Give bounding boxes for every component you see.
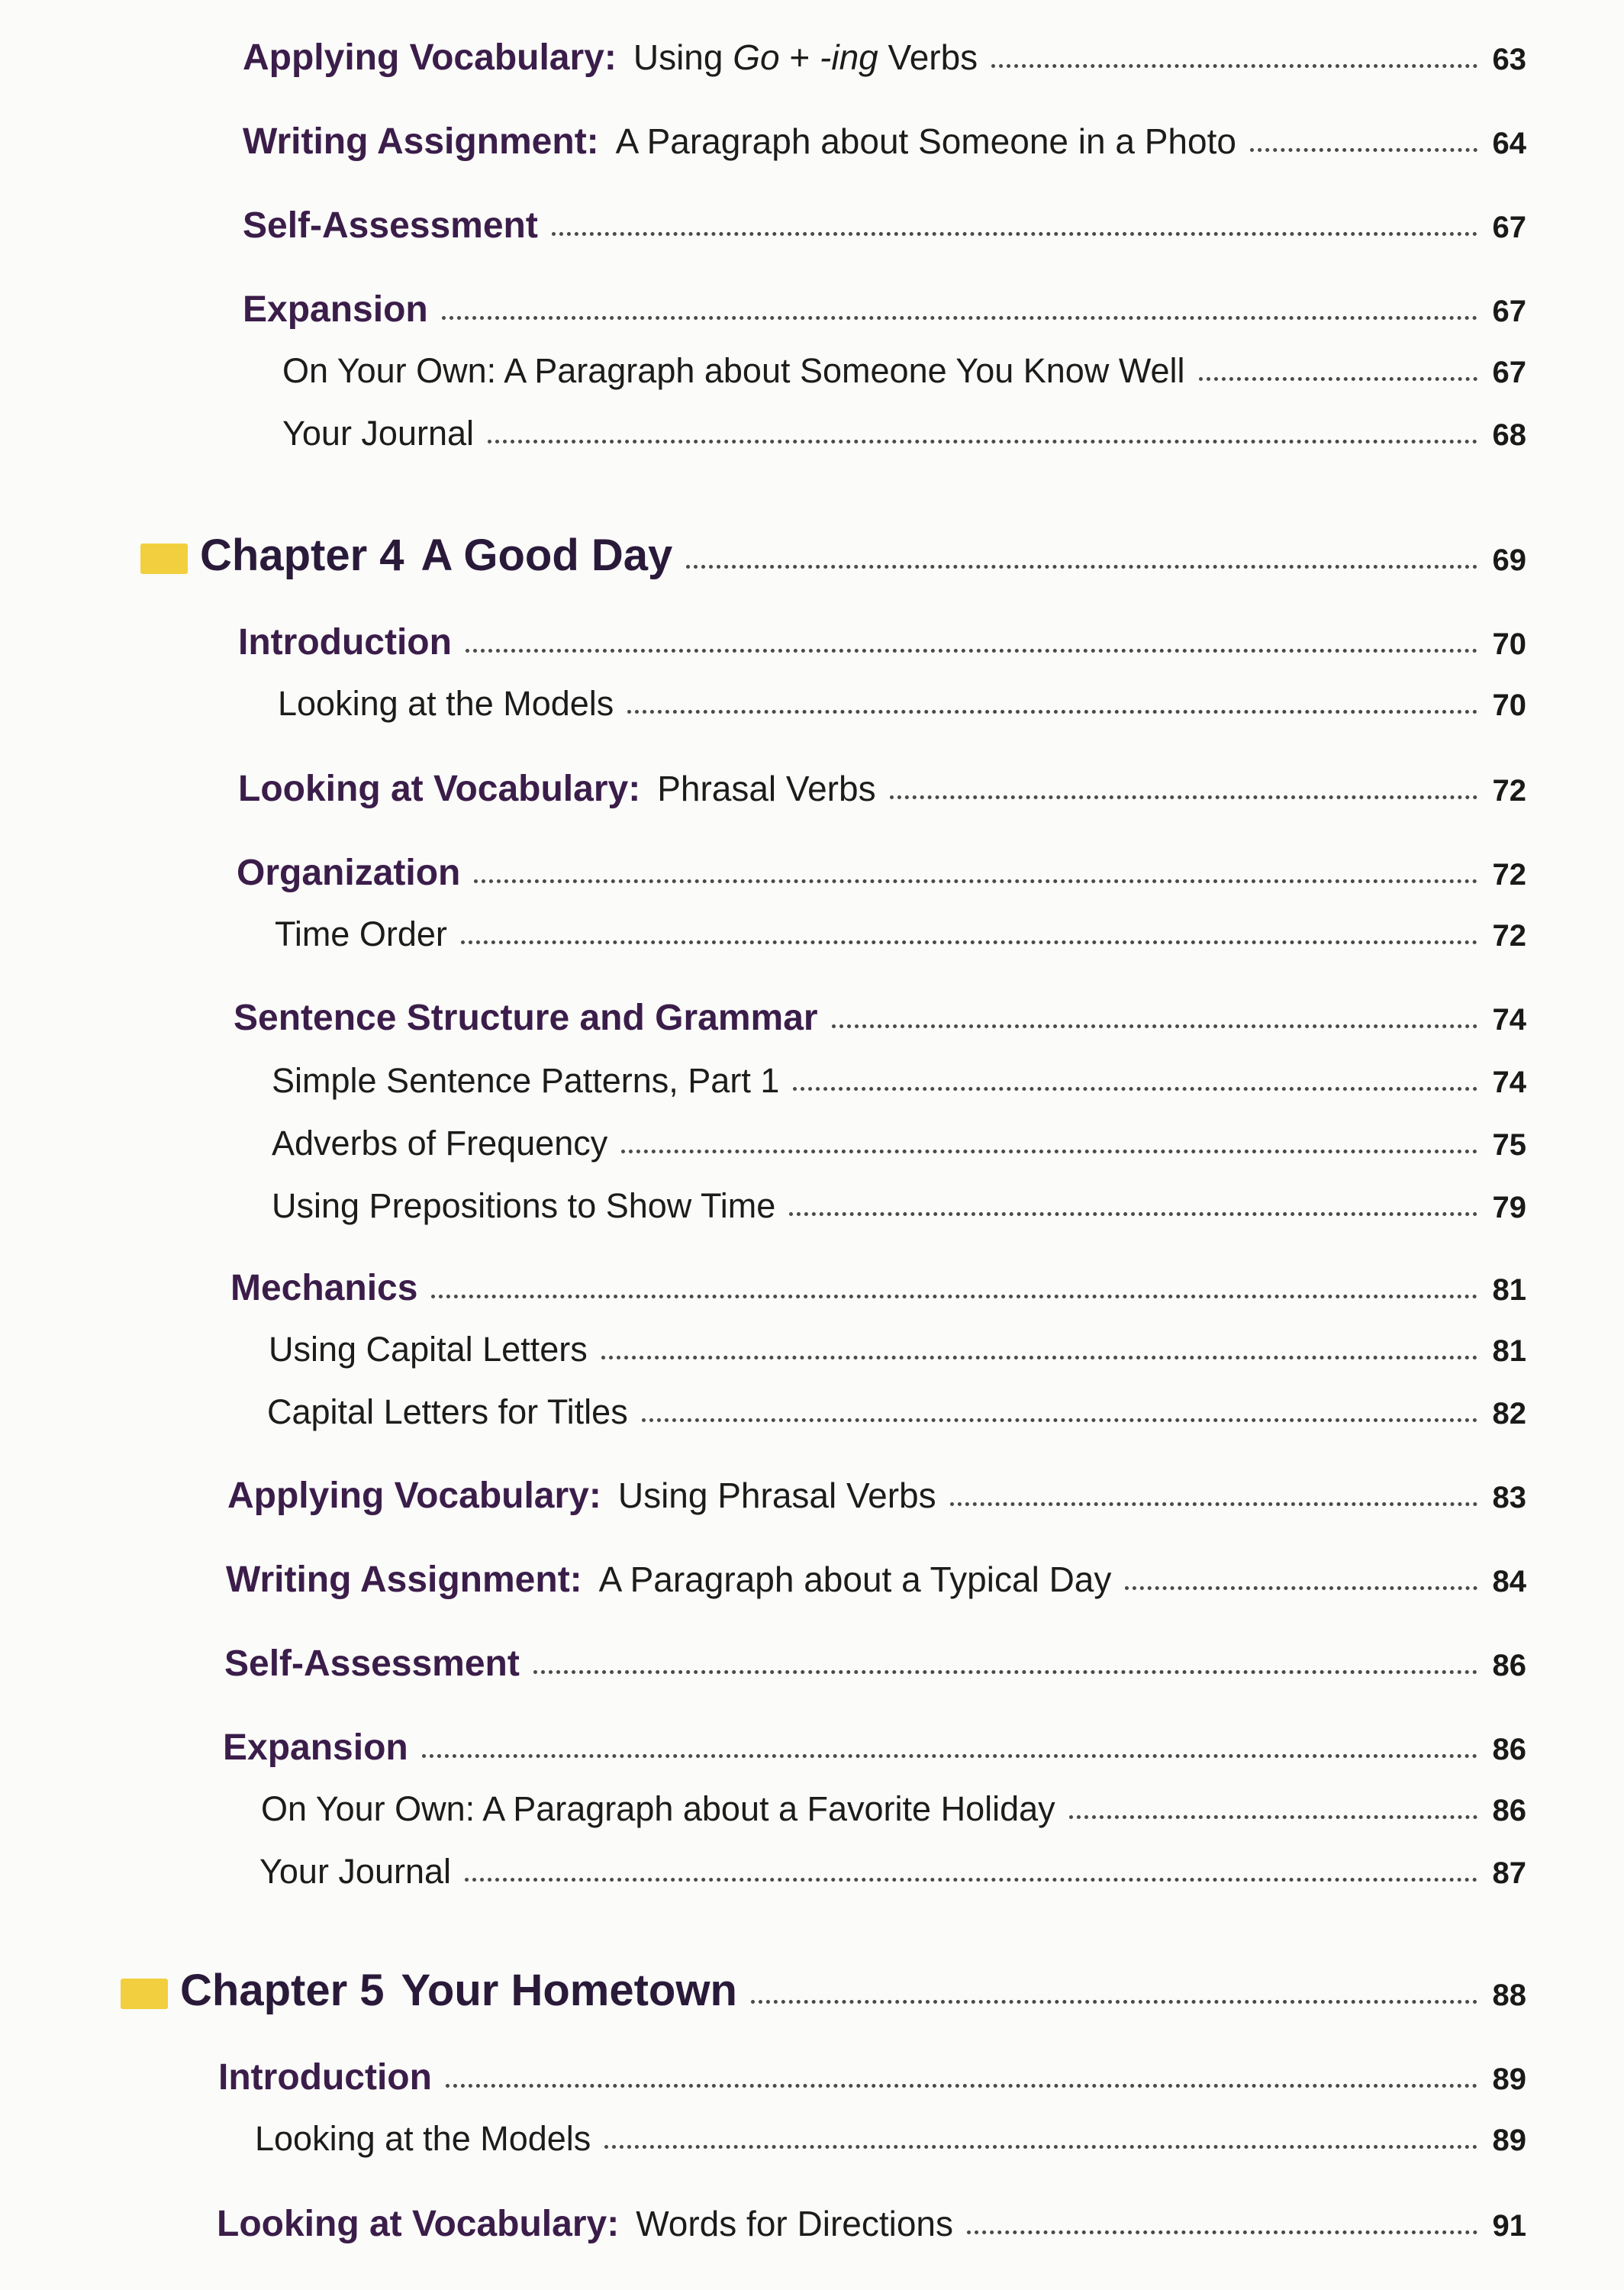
- leader-dots: [446, 2084, 1477, 2088]
- toc-entry-label: Applying Vocabulary:: [227, 1476, 601, 1516]
- toc-page-number: 70: [1492, 689, 1526, 722]
- toc-page-number: 70: [1492, 627, 1526, 661]
- toc-page-number: 72: [1492, 858, 1526, 892]
- toc-entry[interactable]: [237, 852, 1526, 894]
- leader-dots: [601, 1356, 1477, 1359]
- toc-entry[interactable]: [226, 1559, 1526, 1601]
- toc-entry-text: Using Phrasal Verbs: [617, 1476, 936, 1515]
- toc-page-number: 84: [1492, 1565, 1526, 1598]
- leader-dots: [604, 2145, 1477, 2149]
- leader-dots: [1125, 1586, 1477, 1590]
- chapter-title: A Good Day: [420, 531, 673, 580]
- toc-subentry[interactable]: [282, 414, 1526, 453]
- toc-page-number: 75: [1492, 1128, 1526, 1162]
- toc-page-number: 67: [1492, 211, 1526, 244]
- toc-page-number: 87: [1492, 1856, 1526, 1890]
- chapter-entry[interactable]: [180, 1965, 1526, 2016]
- leader-dots: [621, 1150, 1477, 1153]
- toc-entry[interactable]: [230, 1267, 1526, 1309]
- toc-page-number: 67: [1492, 356, 1526, 389]
- toc-subentry-text: Looking at the Models: [278, 684, 614, 723]
- leader-dots: [793, 1087, 1477, 1091]
- toc-subentry[interactable]: [269, 1330, 1526, 1369]
- toc-page-number: 74: [1492, 1003, 1526, 1037]
- toc-subentry-text: On Your Own: A Paragraph about Someone You Know Well: [282, 351, 1185, 390]
- toc-entry-label: Introduction: [218, 2057, 432, 2098]
- toc-page-number: 72: [1492, 919, 1526, 953]
- toc-entry[interactable]: [223, 1727, 1526, 1769]
- toc-entry[interactable]: [243, 37, 1526, 79]
- leader-dots: [832, 1024, 1477, 1028]
- toc-subentry[interactable]: [282, 351, 1526, 391]
- toc-subentry-text: Time Order: [275, 914, 447, 953]
- toc-entry[interactable]: [243, 289, 1526, 331]
- toc-page-number: 89: [1492, 2063, 1526, 2096]
- leader-dots: [488, 440, 1477, 443]
- toc-entry[interactable]: [218, 2056, 1526, 2098]
- toc-entry-text: Using Go + -ing Verbs: [633, 37, 978, 77]
- leader-dots: [552, 232, 1477, 236]
- toc-subentry-text: On Your Own: A Paragraph about a Favorite Holiday: [261, 1789, 1055, 1828]
- toc-subentry[interactable]: [278, 684, 1526, 724]
- toc-entry-label: Mechanics: [230, 1268, 418, 1308]
- toc-entry-label: Self-Assessment: [224, 1643, 520, 1684]
- toc-page-number: 88: [1492, 1979, 1526, 2012]
- leader-dots: [431, 1295, 1477, 1298]
- leader-dots: [686, 565, 1477, 569]
- leader-dots: [533, 1670, 1477, 1674]
- leader-dots: [991, 64, 1477, 68]
- leader-dots: [422, 1754, 1477, 1758]
- toc-entry-label: Introduction: [238, 622, 452, 663]
- toc-entry-text: Phrasal Verbs: [657, 769, 876, 808]
- toc-page-number: 83: [1492, 1481, 1526, 1514]
- toc-subentry-text: Using Capital Letters: [269, 1330, 588, 1369]
- toc-entry[interactable]: [234, 997, 1526, 1039]
- toc-entry[interactable]: [217, 2203, 1526, 2245]
- toc-page-number: 82: [1492, 1397, 1526, 1430]
- toc-subentry-text: Looking at the Models: [255, 2119, 591, 2158]
- toc-subentry-text: Your Journal: [282, 414, 475, 453]
- toc-entry[interactable]: [238, 768, 1526, 810]
- toc-subentry[interactable]: [255, 2119, 1526, 2159]
- toc-subentry-text: Capital Letters for Titles: [267, 1392, 628, 1431]
- toc-subentry-text: Simple Sentence Patterns, Part 1: [272, 1061, 780, 1100]
- leader-dots: [950, 1502, 1477, 1506]
- toc-entry-label: Self-Assessment: [243, 205, 538, 246]
- toc-entry-text: A Paragraph about Someone in a Photo: [615, 121, 1236, 161]
- chapter-entry[interactable]: [200, 530, 1526, 581]
- toc-subentry[interactable]: [259, 1852, 1526, 1892]
- toc-subentry-text: Your Journal: [259, 1852, 452, 1891]
- toc-subentry[interactable]: [261, 1789, 1526, 1829]
- chapter-number: Chapter 5: [180, 1966, 385, 2015]
- toc-entry-text: Words for Directions: [636, 2204, 954, 2243]
- toc-subentry[interactable]: [272, 1124, 1526, 1163]
- toc-page-number: 74: [1492, 1066, 1526, 1099]
- toc-page-number: 63: [1492, 43, 1526, 76]
- toc-entry[interactable]: [243, 121, 1526, 163]
- toc-subentry-text: Using Prepositions to Show Time: [272, 1186, 776, 1225]
- toc-entry[interactable]: [243, 205, 1526, 247]
- chapter-marker-icon: [140, 543, 188, 574]
- leader-dots: [789, 1212, 1477, 1216]
- toc-entry-label: Sentence Structure and Grammar: [234, 998, 818, 1038]
- toc-page-number: 86: [1492, 1649, 1526, 1682]
- leader-dots: [1069, 1815, 1477, 1819]
- toc-entry[interactable]: [224, 1643, 1526, 1685]
- leader-dots: [465, 1878, 1477, 1882]
- toc-page-number: 86: [1492, 1794, 1526, 1827]
- toc-entry[interactable]: [238, 621, 1526, 663]
- toc-entry-label: Organization: [237, 853, 461, 893]
- leader-dots: [751, 2000, 1477, 2004]
- toc-page-number: 79: [1492, 1191, 1526, 1224]
- toc-entry-text: A Paragraph about a Typical Day: [598, 1559, 1112, 1599]
- toc-subentry[interactable]: [272, 1186, 1526, 1226]
- leader-dots: [890, 795, 1477, 799]
- toc-entry-label: Writing Assignment:: [243, 121, 599, 162]
- leader-dots: [474, 879, 1477, 883]
- toc-page-number: 69: [1492, 543, 1526, 577]
- toc-entry-label: Looking at Vocabulary:: [238, 769, 641, 809]
- leader-dots: [1250, 148, 1477, 152]
- leader-dots: [1199, 377, 1477, 381]
- toc-subentry-text: Adverbs of Frequency: [272, 1124, 608, 1163]
- toc-page-number: 81: [1492, 1334, 1526, 1368]
- chapter-number: Chapter 4: [200, 531, 404, 580]
- toc-entry-label: Expansion: [223, 1727, 408, 1768]
- toc-page-number: 81: [1492, 1273, 1526, 1307]
- toc-page-number: 89: [1492, 2124, 1526, 2157]
- toc-page-number: 67: [1492, 295, 1526, 328]
- toc-subentry[interactable]: [267, 1392, 1526, 1432]
- leader-dots: [967, 2230, 1477, 2234]
- toc-page-number: 86: [1492, 1733, 1526, 1766]
- leader-dots: [461, 940, 1477, 944]
- leader-dots: [442, 316, 1477, 320]
- toc-subentry[interactable]: [275, 914, 1526, 954]
- leader-dots: [627, 710, 1477, 714]
- leader-dots: [466, 649, 1477, 653]
- toc-page-number: 72: [1492, 774, 1526, 808]
- toc-entry[interactable]: [227, 1475, 1526, 1517]
- chapter-title: Your Hometown: [401, 1966, 737, 2015]
- toc-page-number: 68: [1492, 418, 1526, 452]
- toc-subentry[interactable]: [272, 1061, 1526, 1101]
- toc-page-number: 91: [1492, 2209, 1526, 2243]
- chapter-marker-icon: [121, 1979, 168, 2009]
- toc-entry-label: Expansion: [243, 289, 428, 330]
- toc-page-number: 64: [1492, 127, 1526, 160]
- toc-entry-label: Applying Vocabulary:: [243, 37, 617, 78]
- toc-entry-label: Looking at Vocabulary:: [217, 2204, 620, 2244]
- leader-dots: [642, 1418, 1477, 1422]
- toc-entry-label: Writing Assignment:: [226, 1559, 582, 1600]
